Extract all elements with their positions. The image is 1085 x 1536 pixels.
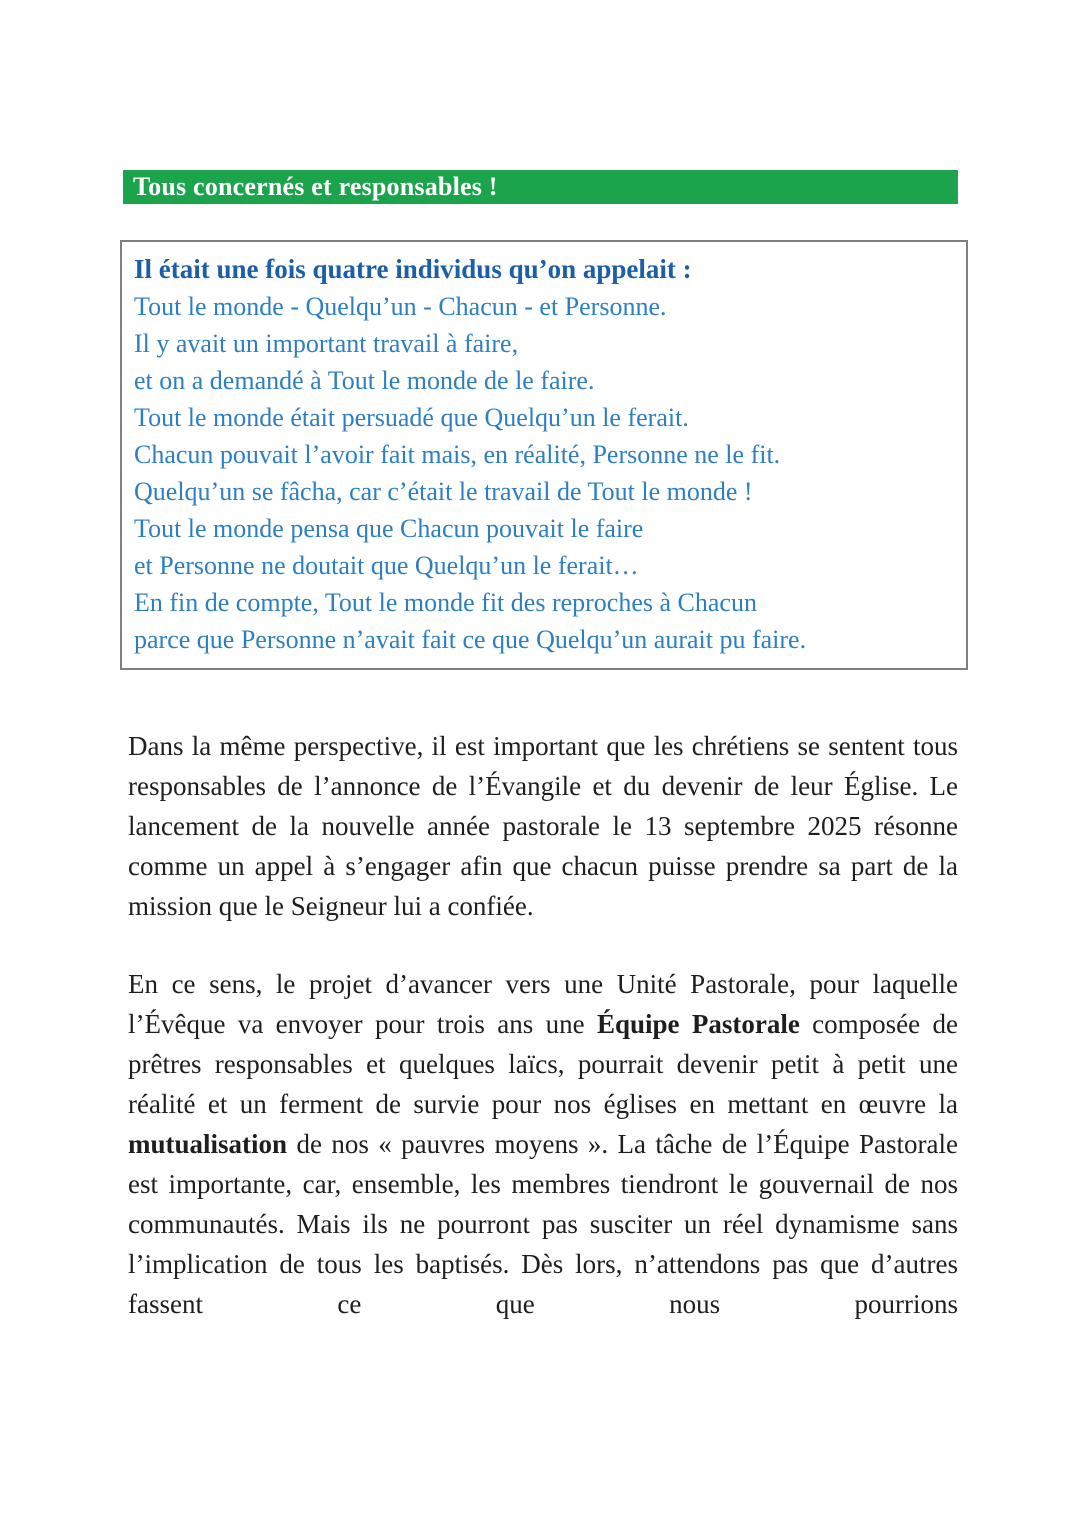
paragraph-text: composée de prêtres responsables et quelques laïcs, pourrait devenir petit à petit une réalité et un ferment de survie pour nos églises en mettant en œuvre la bbox=[128, 1009, 958, 1119]
paragraph-text: Dans la même perspective, il est important que les chrétiens se sentent tous responsables de l’annonce de l’Évangile et du devenir de leur Église. Le lancement de la nouvelle année pastorale le 13 septembre 2025 résonne comme un appel à s’engager afin que chacun puisse prendre sa part de la mission que le Seigneur lui a confiée. bbox=[128, 731, 958, 921]
story-line: parce que Personne n’avait fait ce que Quelqu’un aurait pu faire. bbox=[134, 625, 807, 654]
paragraph-unite-pastorale bbox=[128, 964, 958, 1324]
article-body bbox=[128, 726, 958, 1324]
story-line: et on a demandé à Tout le monde de le faire. bbox=[134, 366, 595, 395]
story-box bbox=[120, 240, 968, 670]
section-banner-title: Tous concernés et responsables ! bbox=[133, 172, 498, 201]
story-line: Quelqu’un se fâcha, car c’était le travail de Tout le monde ! bbox=[134, 477, 753, 506]
story-line: Chacun pouvait l’avoir fait mais, en réalité, Personne ne le fit. bbox=[134, 440, 781, 469]
paragraph-text: de nos « pauvres moyens ». La tâche de l’Équipe Pastorale est importante, car, ensemble, les membres tiendront le gouvernail de nos communautés. Mais ils ne pourront pas susciter un réel dynamisme sans l’implication de tous les baptisés. Dès lors, n’attendons pas que d’autres fassent ce que nous pourrions bbox=[128, 1129, 958, 1319]
paragraph-text-bold: Équipe Pastorale bbox=[596, 1009, 800, 1039]
story-line: Il y avait un important travail à faire, bbox=[134, 329, 519, 358]
story-line: et Personne ne doutait que Quelqu’un le ferait… bbox=[134, 551, 639, 580]
paragraph-text: En ce sens, le projet d’avancer vers une Unité Pastorale, pour laquelle l’Évêque va envoyer pour trois ans une bbox=[128, 969, 958, 1039]
story-line: Tout le monde pensa que Chacun pouvait le faire bbox=[134, 514, 644, 543]
story-line: Tout le monde était persuadé que Quelqu’un le ferait. bbox=[134, 403, 689, 432]
story-line: En fin de compte, Tout le monde fit des reproches à Chacun bbox=[134, 588, 757, 617]
story-line: Tout le monde - Quelqu’un - Chacun - et Personne. bbox=[134, 292, 667, 321]
paragraph-perspective bbox=[128, 726, 958, 926]
section-banner bbox=[123, 170, 958, 204]
paragraph-text-bold: mutualisation bbox=[128, 1129, 288, 1159]
story-title: Il était une fois quatre individus qu’on appelait : bbox=[134, 254, 692, 284]
